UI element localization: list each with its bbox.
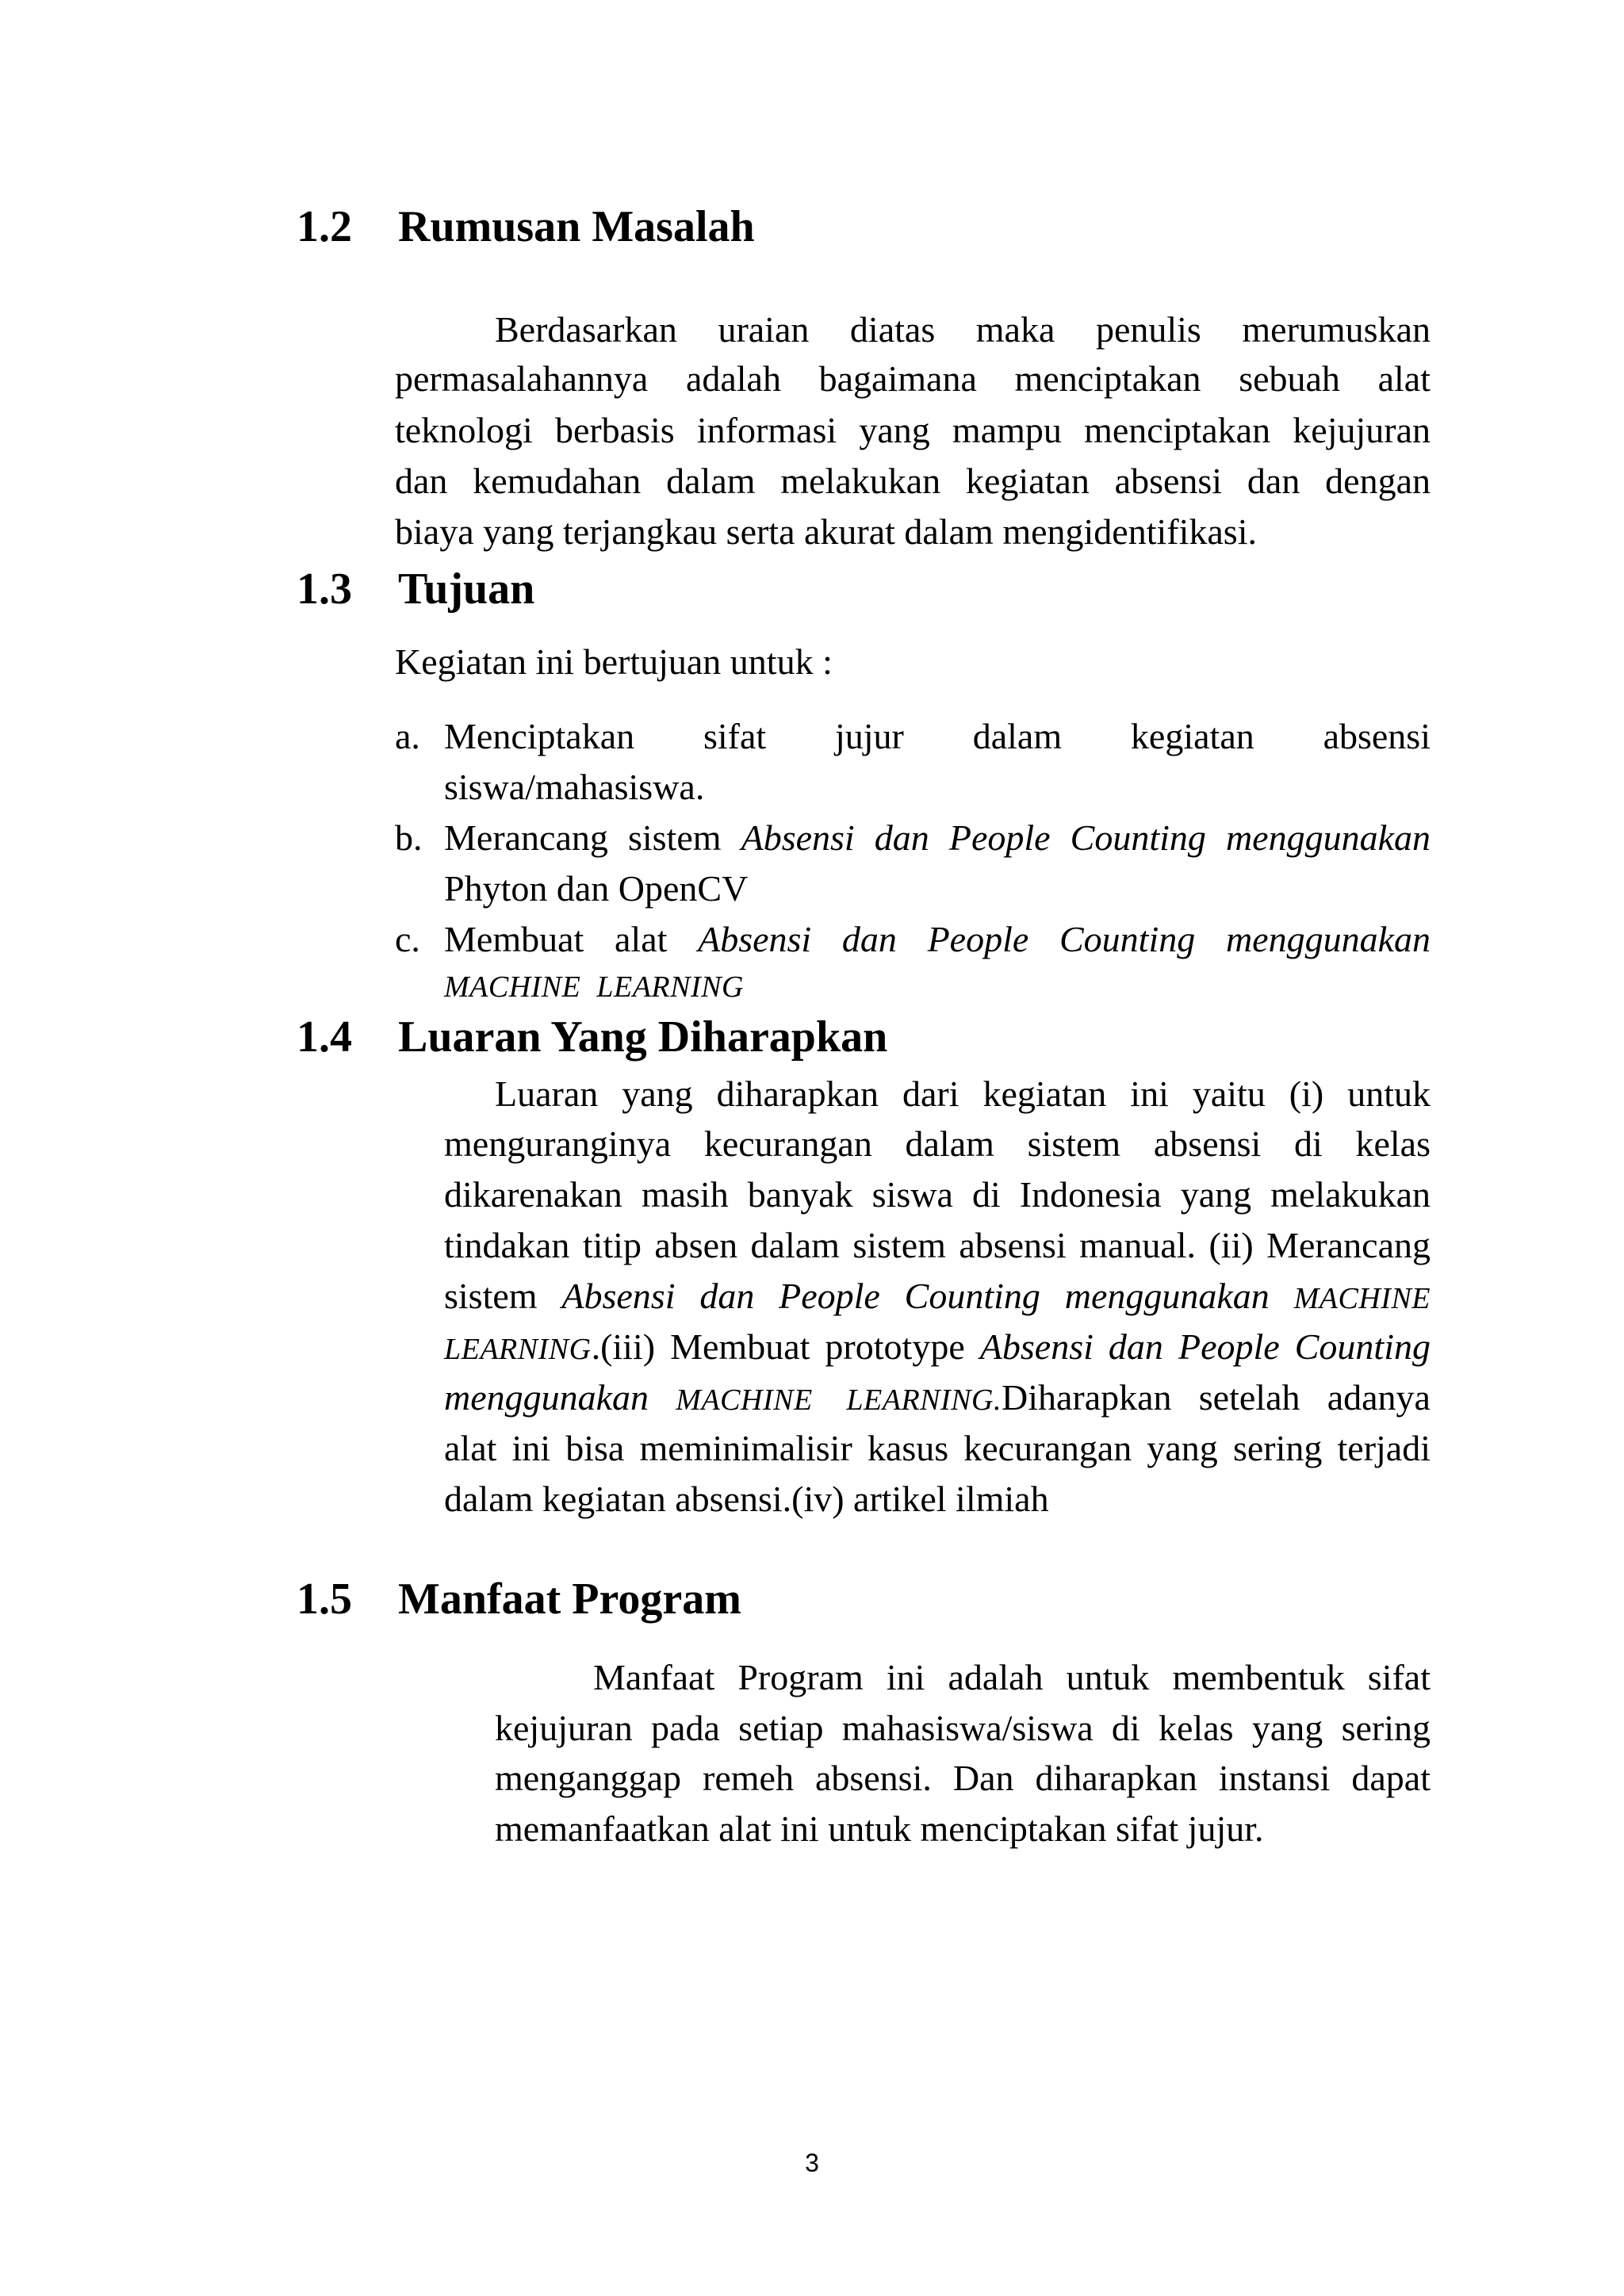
section-title: Rumusan Masalah	[398, 202, 755, 251]
italic-run: Absensi dan People Counting	[979, 1326, 1431, 1367]
paragraph-line: memanfaatkan alat ini untuk menciptakan sifat jujur.	[495, 1808, 1264, 1849]
list-item-c-prefix: Membuat alat	[444, 919, 699, 959]
paragraph-line: dikarenakan masih banyak siswa di Indonesia yang melakukan	[444, 1174, 1431, 1215]
list-item-c-line1	[444, 921, 1431, 958]
text-run: .(iii) Membuat prototype	[591, 1326, 980, 1367]
caps-run: LEARNING	[444, 1333, 592, 1366]
intro-text: Kegiatan ini bertujuan untuk :	[395, 641, 833, 682]
caps-run: MACHINE	[1293, 1282, 1431, 1315]
paragraph-line	[444, 1278, 1431, 1314]
list-item-a-line1: Menciptakan sifat jujur dalam kegiatan absensi	[444, 716, 1431, 756]
paragraph-line: permasalahannya adalah bagaimana menciptakan sebuah alat	[395, 358, 1431, 399]
italic-run: Absensi dan People Counting menggunakan	[561, 1276, 1294, 1316]
section-number: 1.2	[297, 202, 352, 251]
section-title: Luaran Yang Diharapkan	[398, 1012, 888, 1062]
paragraph-line: menguranginya kecurangan dalam sistem absensi di kelas	[444, 1123, 1431, 1164]
paragraph-line: teknologi berbasis informasi yang mampu menciptakan kejujuran	[395, 410, 1431, 450]
paragraph-line: alat ini bisa meminimalisir kasus kecurangan yang sering terjadi	[444, 1428, 1431, 1468]
paragraph-line: dalam kegiatan absensi.(iv) artikel ilmiah	[444, 1479, 1049, 1519]
section-number: 1.3	[297, 564, 352, 614]
paragraph-line	[444, 1377, 1431, 1418]
italic-run: menggunakan	[444, 1377, 676, 1418]
list-item-b-prefix: Merancang sistem	[444, 817, 741, 858]
paragraph-line: tindakan titip absen dalam sistem absensi manual. (ii) Merancang	[444, 1225, 1431, 1265]
paragraph-line: menganggap remeh absensi. Dan diharapkan instansi dapat	[495, 1758, 1431, 1798]
section-title: Tujuan	[398, 564, 535, 614]
paragraph-line	[444, 1326, 1431, 1367]
page-number: 3	[805, 2149, 819, 2177]
paragraph-line: biaya yang terjangkau serta akurat dalam mengidentifikasi.	[395, 511, 1257, 552]
paragraph-line: kejujuran pada setiap mahasiswa/siswa di kelas yang sering	[495, 1708, 1431, 1748]
list-item-a-line2: siswa/mahasiswa.	[444, 767, 705, 807]
list-item-b-italic: Absensi dan People Counting menggunakan	[741, 817, 1431, 858]
section-title: Manfaat Program	[398, 1575, 741, 1624]
list-marker-a: a.	[395, 716, 420, 756]
paragraph-line: Luaran yang diharapkan dari kegiatan ini yaitu (i) untuk	[495, 1073, 1431, 1114]
list-item-c-line2: MACHINE LEARNING	[444, 970, 744, 1004]
list-item-b-line1	[444, 817, 1431, 858]
paragraph-line: Berdasarkan uraian diatas maka penulis merumuskan	[495, 309, 1431, 350]
text-run: Diharapkan setelah adanya	[1001, 1377, 1431, 1418]
paragraph-line: Manfaat Program ini adalah untuk membentuk sifat	[593, 1657, 1431, 1697]
list-marker-b: b.	[395, 817, 423, 858]
list-item-b-line2: Phyton dan OpenCV	[444, 868, 749, 909]
list-item-c-italic: Absensi dan People Counting menggunakan	[698, 919, 1431, 959]
caps-run: MACHINE LEARNING.	[676, 1383, 1002, 1417]
section-number: 1.4	[297, 1012, 352, 1062]
list-marker-c: c.	[395, 919, 420, 959]
paragraph-line: dan kemudahan dalam melakukan kegiatan absensi dan dengan	[395, 461, 1431, 501]
section-number: 1.5	[297, 1575, 352, 1624]
text-run: sistem	[444, 1276, 562, 1316]
